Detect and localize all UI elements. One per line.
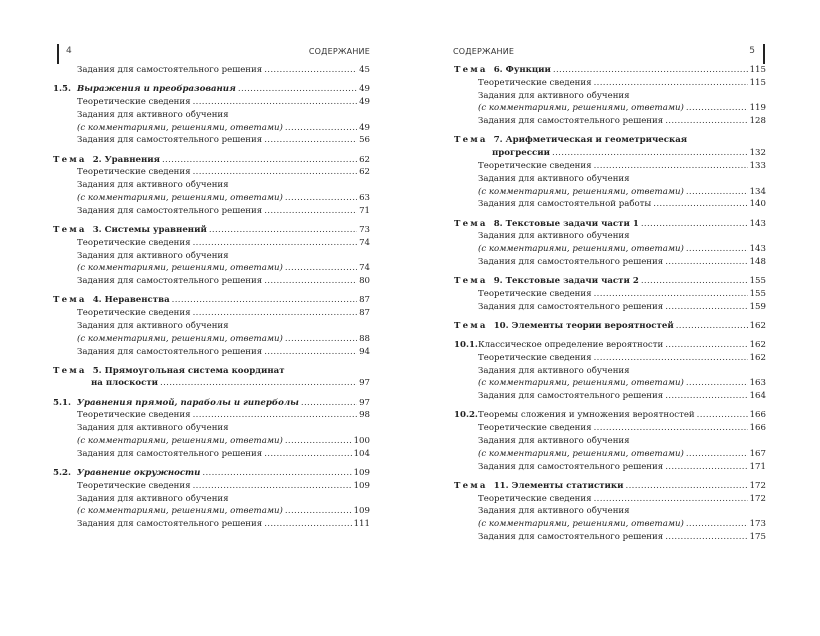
- dot-leader: [285, 262, 357, 275]
- toc-entry-continuation[interactable]: [454, 377, 766, 390]
- entry-subtitle: (с комментариями, решениями, ответами): [478, 519, 684, 530]
- entry-title: Задания для самостоятельного решения: [478, 301, 664, 312]
- dot-leader: [641, 275, 748, 288]
- topic-label: Тема: [454, 276, 488, 287]
- running-title: СОДЕРЖАНИЕ: [308, 47, 370, 56]
- toc-entry-continuation[interactable]: [454, 243, 766, 256]
- dot-leader: [193, 307, 358, 320]
- topic-label: Тема: [454, 218, 488, 229]
- entry-title: Задания для самостоятельного решения: [77, 519, 263, 530]
- toc-topic[interactable]: [454, 320, 766, 333]
- dot-leader: [193, 96, 358, 109]
- entry-page-number: 62: [359, 167, 370, 178]
- toc-topic-continuation[interactable]: [53, 377, 370, 390]
- entry-title: Теоретические сведения: [478, 77, 592, 88]
- entry-page-number: 133: [749, 160, 766, 171]
- entry-page-number: 109: [353, 506, 370, 517]
- entry-title: Задания для активного обучения: [478, 231, 630, 242]
- dot-leader: [193, 166, 358, 179]
- entry-title: Задания для самостоятельного решения: [77, 205, 263, 216]
- toc-entry[interactable]: [53, 109, 370, 122]
- topic-heading: [454, 320, 674, 333]
- entry-page-number: 97: [359, 378, 370, 389]
- dot-leader: [665, 461, 747, 474]
- toc-entry-continuation[interactable]: [454, 186, 766, 199]
- entry-subtitle: (с комментариями, решениями, ответами): [77, 333, 283, 344]
- dot-leader: [686, 186, 748, 199]
- entry-title: Теоретические сведения: [77, 237, 191, 248]
- toc-entry[interactable]: [454, 493, 766, 506]
- entry-title: Теоретические сведения: [77, 308, 191, 319]
- entry-title: Задания для самостоятельного решения: [478, 461, 664, 472]
- dot-leader: [202, 467, 351, 480]
- entry-title: Теоретические сведения: [478, 493, 592, 504]
- entry-page-number: 104: [353, 448, 370, 459]
- entry-title: Теоретические сведения: [478, 352, 592, 363]
- entry-subtitle: (с комментариями, решениями, ответами): [77, 263, 283, 274]
- topic-heading: [454, 134, 687, 147]
- topic-label: Тема: [454, 320, 488, 331]
- toc-entry[interactable]: [454, 198, 766, 211]
- entry-page-number: 87: [359, 308, 370, 319]
- toc-topic[interactable]: [53, 154, 370, 167]
- toc-entry[interactable]: [53, 518, 370, 531]
- toc-topic[interactable]: [53, 365, 370, 378]
- entry-page-number: 159: [749, 301, 766, 312]
- entry-page-number: 167: [749, 448, 766, 459]
- running-header: [453, 44, 765, 64]
- entry-page-number: 94: [359, 346, 370, 357]
- header-bar: [57, 44, 59, 64]
- running-title: СОДЕРЖАНИЕ: [453, 47, 515, 56]
- dot-leader: [264, 346, 357, 359]
- entry-page-number: 88: [359, 333, 370, 344]
- entry-page-number: 140: [749, 199, 766, 210]
- toc-entry[interactable]: [454, 390, 766, 403]
- entry-page-number: 115: [749, 65, 766, 75]
- toc-entry[interactable]: [53, 96, 370, 109]
- toc-topic[interactable]: [454, 218, 766, 231]
- page-number: 5: [749, 46, 755, 56]
- entry-title: Задания для активного обучения: [77, 250, 229, 261]
- topic-heading: [454, 64, 551, 77]
- entry-page-number: 143: [749, 218, 766, 229]
- toc-entry[interactable]: [53, 205, 370, 218]
- entry-subtitle: (с комментариями, решениями, ответами): [478, 186, 684, 197]
- dot-leader: [172, 294, 357, 307]
- entry-page-number: 71: [359, 205, 370, 216]
- section-title: Классическое определение вероятности: [478, 340, 664, 351]
- entry-title: Теоретические сведения: [478, 423, 592, 434]
- entry-subtitle: (с комментариями, решениями, ответами): [478, 448, 684, 459]
- toc-topic[interactable]: [454, 275, 766, 288]
- entry-page-number: 74: [359, 263, 370, 274]
- dot-leader: [193, 237, 358, 250]
- section-heading: [53, 467, 200, 480]
- entry-page-number: 49: [359, 122, 370, 133]
- topic-heading: [53, 294, 170, 307]
- section-number: 10.1.: [454, 340, 478, 351]
- topic-title-continuation: прогрессии: [492, 148, 550, 159]
- entry-page-number: 80: [359, 276, 370, 287]
- toc-entry-continuation[interactable]: [53, 192, 370, 205]
- entry-page-number: 87: [359, 295, 370, 306]
- entry-title: Теоретические сведения: [478, 288, 592, 299]
- topic-heading: [53, 154, 160, 167]
- entry-title: Задания для активного обучения: [478, 173, 630, 184]
- dot-leader: [264, 134, 357, 147]
- entry-title: Задания для самостоятельного решения: [478, 532, 664, 543]
- entry-page-number: 143: [749, 244, 766, 255]
- dot-leader: [285, 333, 357, 346]
- topic-title: 2. Уравнения: [92, 154, 160, 165]
- dot-leader: [193, 409, 358, 422]
- entry-title: Задания для активного обучения: [77, 320, 229, 331]
- entry-title: Задания для активного обучения: [77, 180, 229, 191]
- toc-entry[interactable]: [454, 288, 766, 301]
- toc-entry[interactable]: [53, 409, 370, 422]
- dot-leader: [238, 83, 357, 96]
- dot-leader: [686, 243, 748, 256]
- toc-topic[interactable]: [454, 480, 766, 493]
- header-bar: [763, 44, 765, 64]
- dot-leader: [209, 224, 357, 237]
- dot-leader: [285, 122, 357, 135]
- topic-label: Тема: [53, 224, 87, 235]
- dot-leader: [160, 377, 357, 390]
- toc-entry[interactable]: [454, 115, 766, 128]
- entry-page-number: 111: [353, 519, 370, 530]
- toc-entry-continuation[interactable]: [53, 122, 370, 135]
- toc-entry[interactable]: [454, 230, 766, 243]
- dot-leader: [162, 154, 357, 167]
- toc-section[interactable]: [53, 467, 370, 480]
- section-heading: [454, 339, 663, 352]
- entry-page-number: 132: [749, 148, 766, 159]
- dot-leader: [285, 435, 352, 448]
- section-title: Уравнения прямой, параболы и гиперболы: [77, 397, 299, 408]
- entry-title: Задания для самостоятельного решения: [478, 391, 664, 402]
- toc-entry[interactable]: [53, 275, 370, 288]
- toc-entry-continuation[interactable]: [53, 262, 370, 275]
- entry-title: Теоретические сведения: [77, 480, 191, 491]
- section-number: 1.5.: [53, 84, 71, 95]
- toc-entry[interactable]: [53, 320, 370, 333]
- entry-title: Задания для самостоятельного решения: [77, 448, 263, 459]
- dot-leader: [594, 352, 748, 365]
- toc-entry-continuation[interactable]: [454, 448, 766, 461]
- section-title: Теоремы сложения и умножения вероятностей: [478, 410, 695, 421]
- toc-entry[interactable]: [53, 346, 370, 359]
- entry-title: Теоретические сведения: [77, 167, 191, 178]
- entry-title: Задания для самостоятельной работы: [478, 199, 652, 210]
- topic-label: Тема: [53, 154, 87, 165]
- topic-heading: [454, 218, 639, 231]
- right-page: [410, 0, 820, 636]
- toc-section[interactable]: [454, 409, 766, 422]
- entry-page-number: 115: [749, 77, 766, 88]
- entry-title: Теоретические сведения: [77, 96, 191, 107]
- topic-title: 10. Элементы теории вероятностей: [493, 320, 674, 331]
- toc-section[interactable]: [454, 339, 766, 352]
- toc-entry[interactable]: [454, 160, 766, 173]
- entry-page-number: 100: [353, 436, 370, 447]
- table-of-contents: [454, 64, 766, 544]
- dot-leader: [264, 448, 351, 461]
- section-heading: [53, 83, 236, 96]
- toc-entry[interactable]: [53, 250, 370, 263]
- entry-page-number: 62: [359, 154, 370, 165]
- dot-leader: [594, 77, 748, 90]
- topic-title: 5. Прямоугольная система координат: [92, 365, 285, 376]
- entry-title: Задания для самостоятельного решения: [77, 135, 263, 146]
- entry-subtitle: (с комментариями, решениями, ответами): [77, 192, 283, 203]
- entry-page-number: 163: [749, 378, 766, 389]
- entry-title: Задания для активного обучения: [77, 109, 229, 120]
- entry-title: Теоретические сведения: [77, 410, 191, 421]
- section-number: 5.1.: [53, 397, 71, 408]
- topic-title: 8. Текстовые задачи части 1: [493, 218, 639, 229]
- section-title: Выражения и преобразования: [77, 84, 236, 95]
- dot-leader: [301, 397, 357, 410]
- dot-leader: [264, 64, 357, 77]
- section-heading: [53, 397, 299, 410]
- entry-subtitle: (с комментариями, решениями, ответами): [478, 103, 684, 114]
- toc-entry[interactable]: [454, 301, 766, 314]
- entry-page-number: 155: [749, 288, 766, 299]
- toc-entry[interactable]: [454, 173, 766, 186]
- entry-page-number: 162: [749, 340, 766, 351]
- dot-leader: [641, 218, 748, 231]
- entry-page-number: 166: [749, 410, 766, 421]
- dot-leader: [665, 390, 747, 403]
- dot-leader: [285, 192, 357, 205]
- toc-section[interactable]: [53, 397, 370, 410]
- dot-leader: [594, 288, 748, 301]
- entry-page-number: 166: [749, 423, 766, 434]
- topic-title: 9. Текстовые задачи части 2: [493, 276, 639, 287]
- topic-heading: [53, 224, 207, 237]
- entry-page-number: 164: [749, 391, 766, 402]
- entry-page-number: 45: [359, 65, 370, 75]
- toc-entry[interactable]: [454, 461, 766, 474]
- section-heading: [454, 409, 695, 422]
- entry-page-number: 63: [359, 192, 370, 203]
- toc-topic[interactable]: [454, 64, 766, 77]
- entry-title: Задания для активного обучения: [478, 436, 630, 447]
- section-title: Уравнение окружности: [77, 468, 201, 479]
- toc-entry[interactable]: [53, 493, 370, 506]
- entry-page-number: 148: [749, 256, 766, 267]
- toc-entry[interactable]: [454, 256, 766, 269]
- topic-heading: [454, 480, 624, 493]
- dot-leader: [193, 480, 352, 493]
- dot-leader: [697, 409, 748, 422]
- entry-page-number: 49: [359, 84, 370, 95]
- entry-page-number: 162: [749, 352, 766, 363]
- dot-leader: [665, 256, 747, 269]
- entry-page-number: 175: [749, 532, 766, 543]
- dot-leader: [665, 531, 747, 544]
- entry-page-number: 98: [359, 410, 370, 421]
- entry-title: Задания для активного обучения: [77, 423, 229, 434]
- toc-entry-continuation[interactable]: [53, 505, 370, 518]
- dot-leader: [285, 505, 352, 518]
- toc-entry[interactable]: [53, 422, 370, 435]
- entry-title: Задания для самостоятельного решения: [77, 346, 263, 357]
- topic-label: Тема: [53, 295, 87, 306]
- dot-leader: [552, 147, 748, 160]
- dot-leader: [626, 480, 748, 493]
- toc-topic-continuation[interactable]: [454, 147, 766, 160]
- entry-subtitle: (с комментариями, решениями, ответами): [77, 122, 283, 133]
- entry-page-number: 74: [359, 237, 370, 248]
- entry-page-number: 109: [353, 468, 370, 479]
- toc-section[interactable]: [53, 83, 370, 96]
- topic-label: Тема: [454, 135, 488, 146]
- entry-page-number: 171: [749, 461, 766, 472]
- dot-leader: [665, 115, 747, 128]
- dot-leader: [594, 422, 748, 435]
- entry-subtitle: (с комментариями, решениями, ответами): [77, 506, 283, 517]
- entry-title: Задания для самостоятельного решения: [478, 256, 664, 267]
- topic-title-continuation: на плоскости: [91, 378, 159, 389]
- entry-page-number: 134: [749, 186, 766, 197]
- toc-entry[interactable]: [454, 77, 766, 90]
- entry-page-number: 97: [359, 397, 370, 408]
- toc-entry[interactable]: [53, 480, 370, 493]
- dot-leader: [665, 301, 747, 314]
- toc-entry[interactable]: [454, 90, 766, 103]
- toc-entry-continuation[interactable]: [454, 518, 766, 531]
- entry-title: Задания для активного обучения: [478, 90, 630, 101]
- topic-title: 6. Функции: [493, 65, 551, 75]
- topic-title: 3. Системы уравнений: [92, 224, 207, 235]
- dot-leader: [264, 275, 357, 288]
- dot-leader: [553, 64, 748, 77]
- toc-entry[interactable]: [454, 365, 766, 378]
- toc-entry[interactable]: [53, 64, 370, 77]
- dot-leader: [653, 198, 747, 211]
- entry-page-number: 49: [359, 96, 370, 107]
- entry-page-number: 109: [353, 480, 370, 491]
- entry-title: Задания для самостоятельного решения: [77, 276, 263, 287]
- toc-entry[interactable]: [53, 307, 370, 320]
- dot-leader: [264, 205, 357, 218]
- entry-page-number: 172: [749, 480, 766, 491]
- entry-subtitle: (с комментариями, решениями, ответами): [478, 244, 684, 255]
- entry-page-number: 173: [749, 519, 766, 530]
- entry-title: Задания для активного обучения: [478, 365, 630, 376]
- topic-title: 7. Арифметическая и геометрическая: [493, 135, 688, 146]
- table-of-contents: [53, 64, 370, 531]
- toc-entry[interactable]: [454, 435, 766, 448]
- entry-subtitle: (с комментариями, решениями, ответами): [478, 378, 684, 389]
- entry-page-number: 56: [359, 135, 370, 146]
- toc-entry[interactable]: [454, 352, 766, 365]
- dot-leader: [676, 320, 748, 333]
- entry-title: Задания для активного обучения: [77, 493, 229, 504]
- entry-page-number: 155: [749, 276, 766, 287]
- toc-entry-continuation[interactable]: [53, 435, 370, 448]
- topic-title: 11. Элементы статистики: [493, 480, 624, 491]
- toc-topic[interactable]: [53, 294, 370, 307]
- entry-title: Теоретические сведения: [478, 160, 592, 171]
- dot-leader: [665, 339, 747, 352]
- page-number: 4: [66, 46, 72, 56]
- toc-entry[interactable]: [53, 134, 370, 147]
- entry-page-number: 73: [359, 224, 370, 235]
- toc-entry[interactable]: [53, 166, 370, 179]
- dot-leader: [594, 493, 748, 506]
- entry-page-number: 119: [749, 103, 766, 114]
- dot-leader: [686, 102, 748, 115]
- toc-topic[interactable]: [454, 134, 766, 147]
- topic-label: Тема: [454, 480, 488, 491]
- toc-entry[interactable]: [53, 448, 370, 461]
- entry-title: Задания для активного обучения: [478, 506, 630, 517]
- dot-leader: [686, 377, 748, 390]
- section-number: 10.2.: [454, 410, 478, 421]
- toc-entry[interactable]: [454, 422, 766, 435]
- toc-entry[interactable]: [454, 505, 766, 518]
- topic-heading: [53, 365, 285, 378]
- dot-leader: [686, 518, 748, 531]
- toc-entry-continuation[interactable]: [454, 102, 766, 115]
- entry-page-number: 162: [749, 320, 766, 331]
- section-number: 5.2.: [53, 468, 71, 479]
- toc-topic[interactable]: [53, 224, 370, 237]
- topic-label: Тема: [53, 365, 87, 376]
- dot-leader: [264, 518, 351, 531]
- entry-title: Задания для самостоятельного решения: [478, 116, 664, 127]
- toc-entry[interactable]: [53, 237, 370, 250]
- entry-subtitle: (с комментариями, решениями, ответами): [77, 436, 283, 447]
- topic-title: 4. Неравенства: [92, 295, 170, 306]
- dot-leader: [594, 160, 748, 173]
- topic-heading: [454, 275, 639, 288]
- dot-leader: [686, 448, 748, 461]
- toc-entry[interactable]: [53, 179, 370, 192]
- entry-page-number: 172: [749, 493, 766, 504]
- running-header: [57, 44, 370, 64]
- entry-title: Задания для самостоятельного решения: [77, 65, 263, 75]
- toc-entry[interactable]: [454, 531, 766, 544]
- toc-entry-continuation[interactable]: [53, 333, 370, 346]
- entry-page-number: 128: [749, 116, 766, 127]
- topic-label: Тема: [454, 65, 488, 75]
